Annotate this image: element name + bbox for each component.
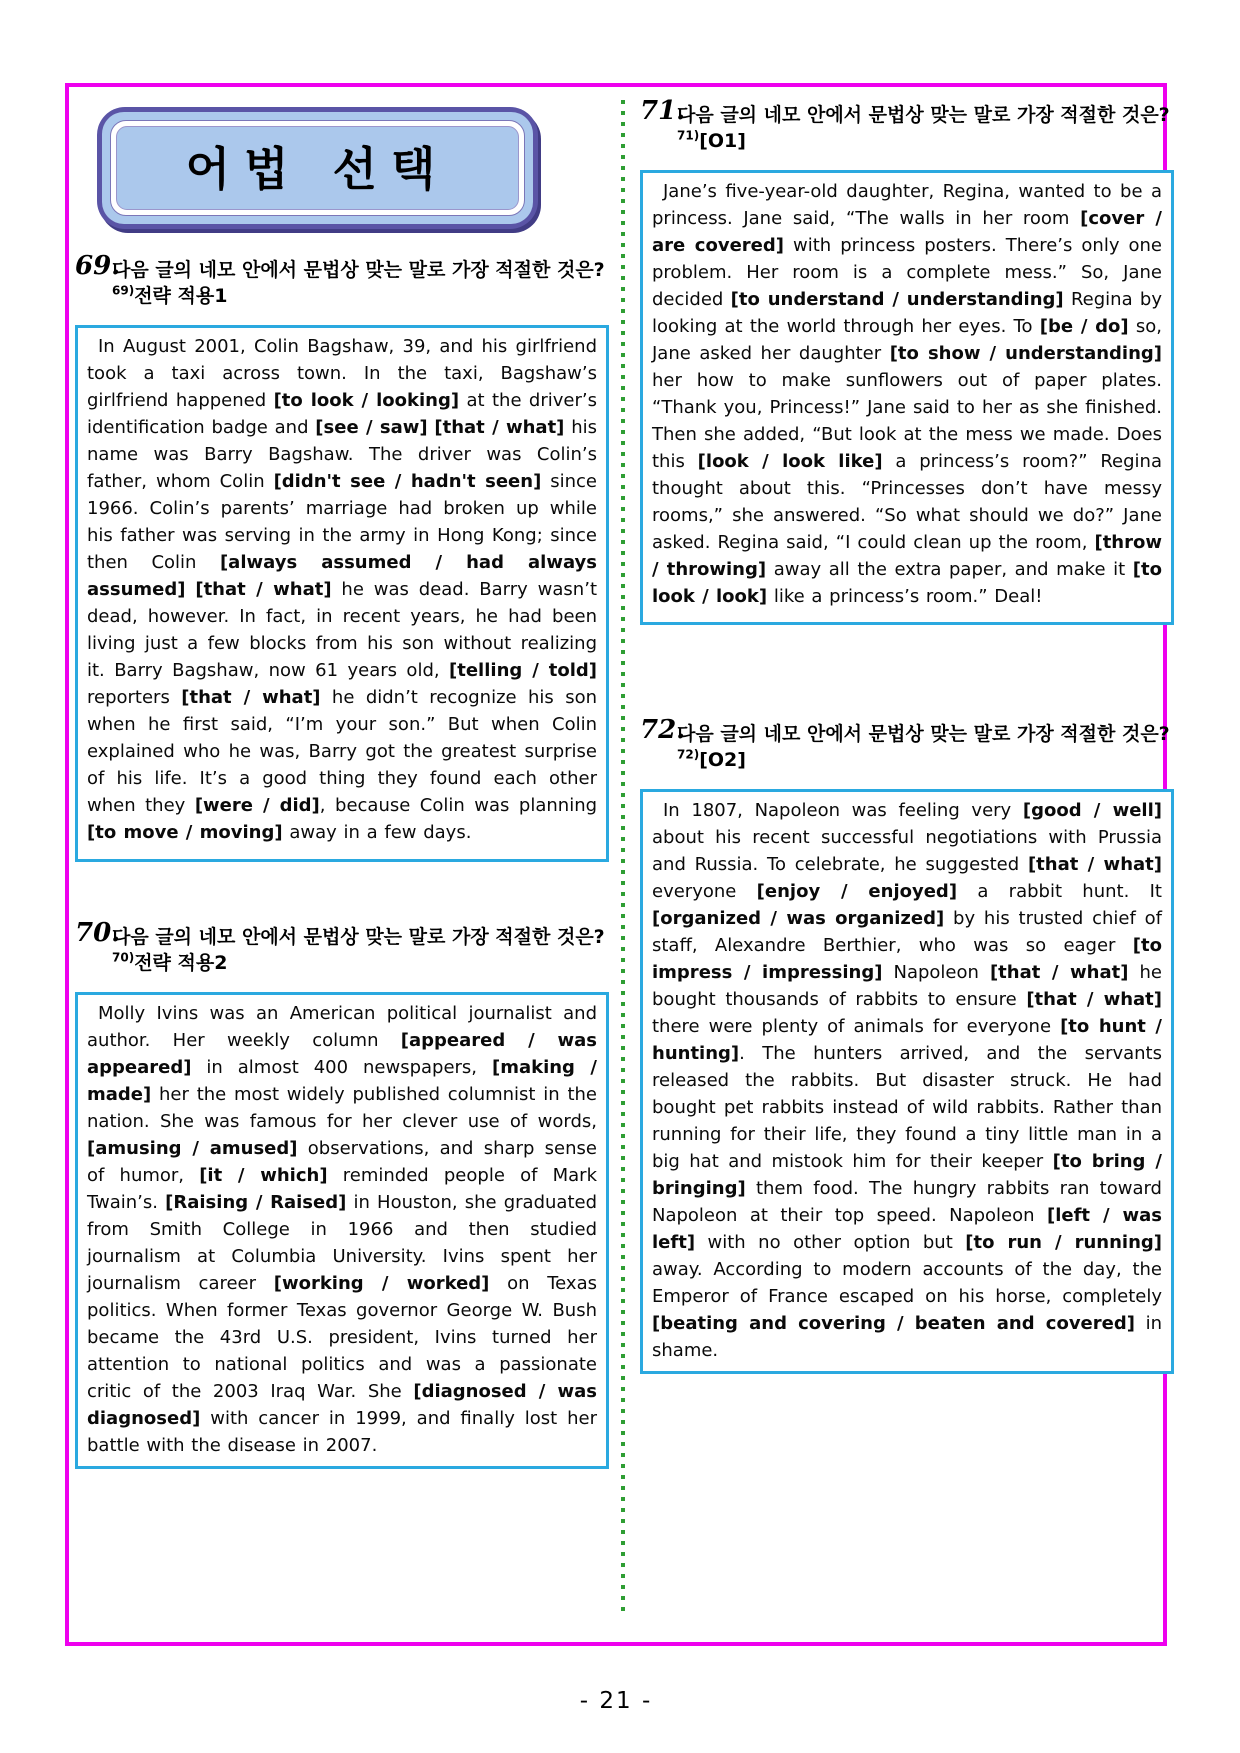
column-divider <box>621 100 625 1615</box>
question-72-tag: [O2] <box>699 749 746 771</box>
question-70 <box>75 918 609 1469</box>
question-69-passage-box <box>75 325 609 862</box>
question-72-passage-box <box>640 789 1174 1374</box>
question-70-prompt: 다음 글의 네모 안에서 문법상 맞는 말로 가장 적절한 것은? <box>112 926 605 948</box>
left-column <box>75 90 609 1469</box>
question-70-footnote-ref: 70) <box>112 950 135 965</box>
title-banner-ring-inner <box>110 120 525 216</box>
question-69-tag: 전략 적용1 <box>134 285 228 307</box>
question-72-header <box>640 715 1174 773</box>
question-71-header <box>640 96 1174 154</box>
question-71 <box>640 96 1174 625</box>
title-banner-ring-outer <box>102 112 533 224</box>
question-69-number: 69. <box>75 251 121 281</box>
question-70-passage-box <box>75 992 609 1469</box>
question-71-number: 71. <box>640 96 686 126</box>
page-title: 어법 선택 <box>116 126 519 210</box>
question-71-footnote-ref: 71) <box>677 128 700 143</box>
question-69-footnote-ref: 69) <box>112 283 135 298</box>
question-71-passage: Jane’s five-year-old daughter, Regina, wanted to be a princess. Jane said, “The walls in her room [cover / are covered] with princess posters. There’s only one problem. Her room is a complete mess.” So, Jane decided [to understand / understanding] Regina by looking at the world through her eyes. To [be / do] so, Jane asked her daughter [to show / understanding] her how to make sunflowers out of paper plates. “Thank you, Princess!” Jane said to her as she finished. Then she added, “But look at the mess we made. Does this [look / look like] a princess’s room?” Regina thought about this. “Princesses don’t have messy rooms,” she answered. “So what should we do?” Jane asked. Regina said, “I could clean up the room, [throw / throwing] away all the extra paper, and make it [to look / look] like a princess’s room.” Deal! <box>652 181 1163 607</box>
question-71-prompt: 다음 글의 네모 안에서 문법상 맞는 말로 가장 적절한 것은? <box>677 104 1170 126</box>
question-72 <box>640 715 1174 1374</box>
page-number: - 21 - <box>579 1688 653 1714</box>
question-72-prompt: 다음 글의 네모 안에서 문법상 맞는 말로 가장 적절한 것은? <box>677 723 1170 745</box>
question-71-passage-box <box>640 170 1174 625</box>
right-column <box>640 90 1174 1374</box>
question-69-header <box>75 251 609 309</box>
title-banner <box>97 107 538 229</box>
question-69 <box>75 251 609 862</box>
question-70-tag: 전략 적용2 <box>134 952 228 974</box>
question-70-passage: Molly Ivins was an American political journalist and author. Her weekly column [appeared / was appeared] in almost 400 newspapers, [making / made] her the most widely published columnist in the nation. She was famous for her clever use of words, [amusing / amused] observations, and sharp sense of humor, [it / which] reminded people of Mark Twain’s. [Raising / Raised] in Houston, she graduated from Smith College in 1966 and then studied journalism at Columbia University. Ivins spent her journalism career [working / worked] on Texas politics. When former Texas governor George W. Bush became the 43rd U.S. president, Ivins turned her attention to national politics and was a passionate critic of the 2003 Iraq War. She [diagnosed / was diagnosed] with cancer in 1999, and finally lost her battle with the disease in 2007. <box>87 1003 598 1456</box>
question-72-passage: In 1807, Napoleon was feeling very [good / well] about his recent successful negotiations with Prussia and Russia. To celebrate, he suggested [that / what] everyone [enjoy / enjoyed] a rabbit hunt. It [organized / was organized] by his trusted chief of staff, Alexandre Berthier, who was so eager [to impress / impressing] Napoleon [that / what] he bought thousands of rabbits to ensure [that / what] there were plenty of animals for everyone [to hunt / hunting]. The hunters arrived, and the servants released the rabbits. But disaster struck. He had bought pet rabbits instead of wild rabbits. Rather than running for their life, they found a tiny little man in a big hat and mistook him for their keeper [to bring / bringing] them food. The hungry rabbits ran toward Napoleon at their top speed. Napoleon [left / was left] with no other option but [to run / running] away. According to modern accounts of the day, the Emperor of France escaped on his horse, completely [beating and covering / beaten and covered] in shame. <box>652 800 1163 1361</box>
question-72-footnote-ref: 72) <box>677 747 700 762</box>
question-69-passage: In August 2001, Colin Bagshaw, 39, and his girlfriend took a taxi across town. In the taxi, Bagshaw’s girlfriend happened [to look / looking] at the driver’s identification badge and [see / saw] [that / what] his name was Barry Bagshaw. The driver was Colin’s father, whom Colin [didn't see / hadn't seen] since 1966. Colin’s parents’ marriage had broken up while his father was serving in the army in Hong Kong; since then Colin [always assumed / had always assumed] [that / what] he was dead. Barry wasn’t dead, however. In fact, in recent years, he had been living just a few blocks from his son without realizing it. Barry Bagshaw, now 61 years old, [telling / told] reporters [that / what] he didn’t recognize his son when he first said, “I’m your son.” But when Colin explained who he was, Barry got the greatest surprise of his life. It’s a good thing they found each other when they [were / did], because Colin was planning [to move / moving] away in a few days. <box>87 336 598 843</box>
question-70-number: 70. <box>75 918 121 948</box>
question-70-header <box>75 918 609 976</box>
question-71-tag: [O1] <box>699 130 746 152</box>
question-72-number: 72. <box>640 715 686 745</box>
question-69-prompt: 다음 글의 네모 안에서 문법상 맞는 말로 가장 적절한 것은? <box>112 259 605 281</box>
